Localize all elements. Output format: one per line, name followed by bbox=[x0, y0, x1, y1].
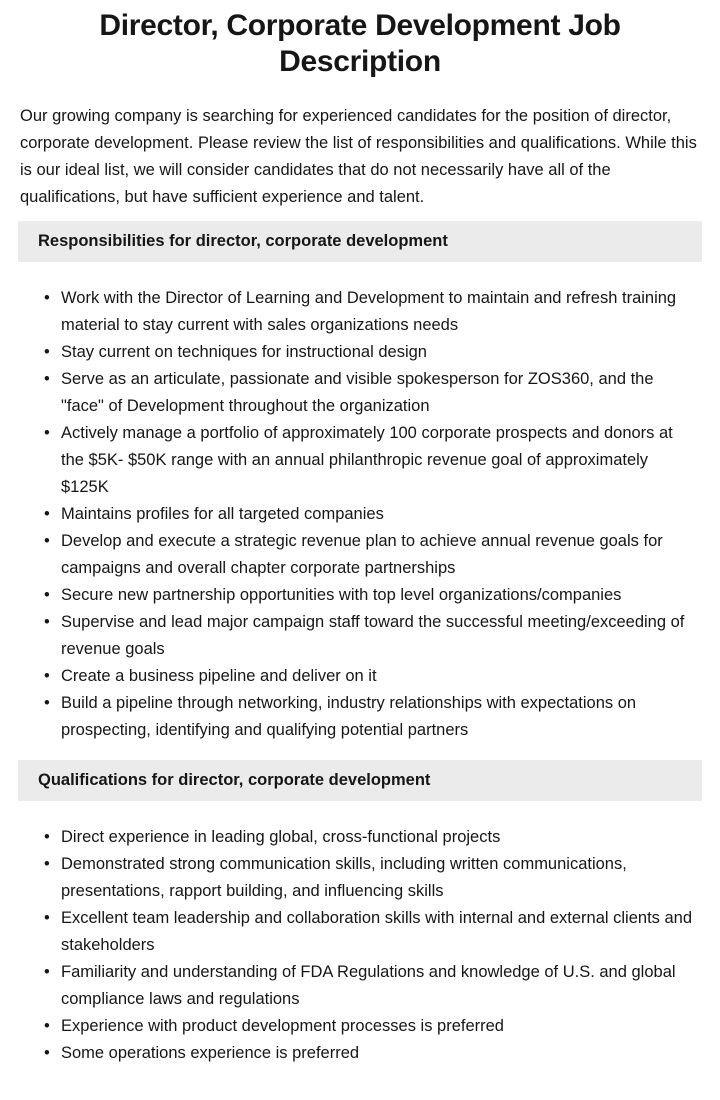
list-item: • Familiarity and understanding of FDA Regulations and knowledge of U.S. and global compliance laws and regulations bbox=[20, 959, 700, 1013]
responsibilities-section-header bbox=[18, 221, 702, 262]
list-item: • Serve as an articulate, passionate and visible spokesperson for ZOS360, and the "face" of Development throughout the organization bbox=[20, 366, 700, 420]
job-description-page bbox=[0, 8, 720, 1067]
list-item: • Demonstrated strong communication skills, including written communications, presentations, rapport building, and influencing skills bbox=[20, 851, 700, 905]
list-item: • Build a pipeline through networking, industry relationships with expectations on prospecting, identifying and qualifying potential partners bbox=[20, 690, 700, 744]
list-item: • Work with the Director of Learning and Development to maintain and refresh training material to stay current with sales organizations needs bbox=[20, 285, 700, 339]
list-item: • Experience with product development processes is preferred bbox=[20, 1013, 700, 1040]
list-item: • Develop and execute a strategic revenue plan to achieve annual revenue goals for campaigns and overall chapter corporate partnerships bbox=[20, 528, 700, 582]
intro-paragraph: Our growing company is searching for experienced candidates for the position of director, corporate development. Please review the list of responsibilities and qualifications. While this is our ideal list, we will consider candidates that do not necessarily have all of the qualifications, but have sufficient experience and talent. bbox=[20, 107, 697, 206]
list-item: • Supervise and lead major campaign staff toward the successful meeting/exceeding of revenue goals bbox=[20, 609, 700, 663]
responsibilities-section-heading: Responsibilities for director, corporate development bbox=[38, 232, 448, 250]
qualifications-section-header bbox=[18, 760, 702, 801]
list-item: • Create a business pipeline and deliver on it bbox=[20, 663, 700, 690]
list-item: • Direct experience in leading global, cross-functional projects bbox=[20, 824, 700, 851]
list-item: • Some operations experience is preferred bbox=[20, 1040, 700, 1067]
list-item: • Maintains profiles for all targeted companies bbox=[20, 501, 700, 528]
list-item: • Secure new partnership opportunities with top level organizations/companies bbox=[20, 582, 700, 609]
list-item: • Actively manage a portfolio of approximately 100 corporate prospects and donors at the $5K- $50K range with an annual philanthropic revenue goal of approximately $125K bbox=[20, 420, 700, 501]
qualifications-section-heading: Qualifications for director, corporate development bbox=[38, 771, 431, 789]
list-item: • Excellent team leadership and collaboration skills with internal and external clients and stakeholders bbox=[20, 905, 700, 959]
responsibilities-list bbox=[20, 285, 700, 744]
list-item: • Stay current on techniques for instructional design bbox=[20, 339, 700, 366]
page-title: Director, Corporate Development Job Description bbox=[99, 9, 621, 78]
qualifications-list bbox=[20, 824, 700, 1067]
